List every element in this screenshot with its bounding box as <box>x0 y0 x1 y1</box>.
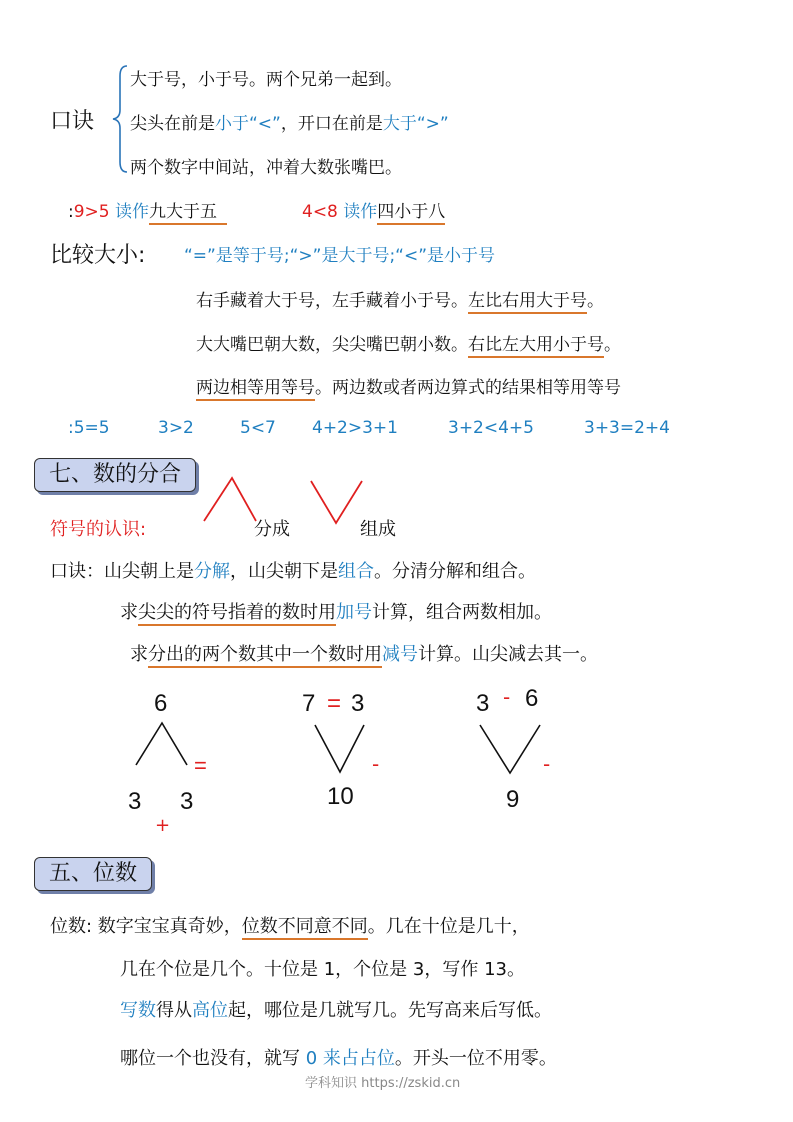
split-label: 分成 <box>254 519 290 540</box>
section-7-line-3: 求分出的两个数其中一个数时用减号计算。山尖减去其一。 <box>130 640 598 666</box>
diagram-1-right: 3 <box>180 788 194 815</box>
diagram-3-minus-top: - <box>503 685 511 709</box>
combine-label: 组成 <box>360 519 396 540</box>
section-5-line-4: 哪位一个也没有，就写 0 来占占位。开头一位不用零。 <box>120 1048 557 1069</box>
diagram-1-top: 6 <box>154 690 168 717</box>
compare-line-2: 大大嘴巴朝大数，尖尖嘴巴朝小数。右比左大用小于号。 <box>196 330 621 355</box>
diagram-3-left: 3 <box>476 690 490 717</box>
diagram-2-bottom: 10 <box>327 783 354 810</box>
diagram-2-right: 3 <box>351 690 365 717</box>
diagram-3-minus: - <box>543 752 551 776</box>
compare-example-2: 3>2 <box>158 418 194 438</box>
mnemonic-label: 口诀 <box>50 109 95 134</box>
diagram-2-left: 7 <box>302 690 316 717</box>
diagram-1-split-icon <box>136 723 187 765</box>
section-5-line-1: 位数: 数字宝宝真奇妙，位数不同意不同。几在十位是几十， <box>50 912 530 938</box>
compare-example-3: 5<7 <box>240 418 276 438</box>
symbol-label: 符号的认识: <box>50 519 147 540</box>
section-5-title: 五、位数 <box>34 857 152 891</box>
section-5-line-3: 写数得从高位起，哪位是几就写几。先写高来后写低。 <box>120 1000 552 1021</box>
compare-example-4: 4+2>3+1 <box>312 418 398 438</box>
diagram-1-equals: = <box>194 753 207 778</box>
section-7-line-2: 求尖尖的符号指着的数时用加号计算，组合两数相加。 <box>120 598 552 624</box>
diagram-3-combine-icon <box>480 725 540 773</box>
compare-title: 比较大小: <box>50 243 146 268</box>
compare-example-1: :5=5 <box>68 418 110 438</box>
compare-line-1: 右手藏着大于号，左手藏着小于号。左比右用大于号。 <box>196 286 604 311</box>
diagram-2-minus: - <box>372 752 380 776</box>
diagram-2-equals: = <box>327 690 342 717</box>
diagram-1-plus: + <box>155 815 171 836</box>
diagram-2-combine-icon <box>315 725 364 772</box>
footer-watermark: 学科知识 https://zskid.cn <box>305 1076 461 1091</box>
compare-line-3: 两边相等用等号。两边数或者两边算式的结果相等用等号 <box>196 373 621 398</box>
compare-symbols: “=”是等于号;“>”是大于号;“<”是小于号 <box>184 246 496 266</box>
diagram-1-left: 3 <box>128 788 142 815</box>
compare-example-5: 3+2<4+5 <box>448 418 534 438</box>
mnemonic-line-2: 尖头在前是小于“<”，开口在前是大于“>” <box>130 114 449 134</box>
compare-example-6: 3+3=2+4 <box>584 418 670 438</box>
diagram-3-right: 6 <box>525 685 539 712</box>
section-5-line-2: 几在个位是几个。十位是 1，个位是 3，写作 13。 <box>120 959 525 980</box>
read-example-1: :9>5 读作九大于五 <box>68 197 227 222</box>
section-7-title: 七、数的分合 <box>34 458 196 492</box>
mnemonic-line-1: 大于号，小于号。两个兄弟一起到。 <box>130 70 402 90</box>
read-example-2: 4<8 读作四小于八 <box>302 197 445 222</box>
mnemonic-line-3: 两个数字中间站，冲着大数张嘴巴。 <box>130 158 402 178</box>
section-7-mnemonic: 口诀：山尖朝上是分解，山尖朝下是组合。分清分解和组合。 <box>50 561 536 582</box>
diagram-3-bottom: 9 <box>506 786 520 813</box>
